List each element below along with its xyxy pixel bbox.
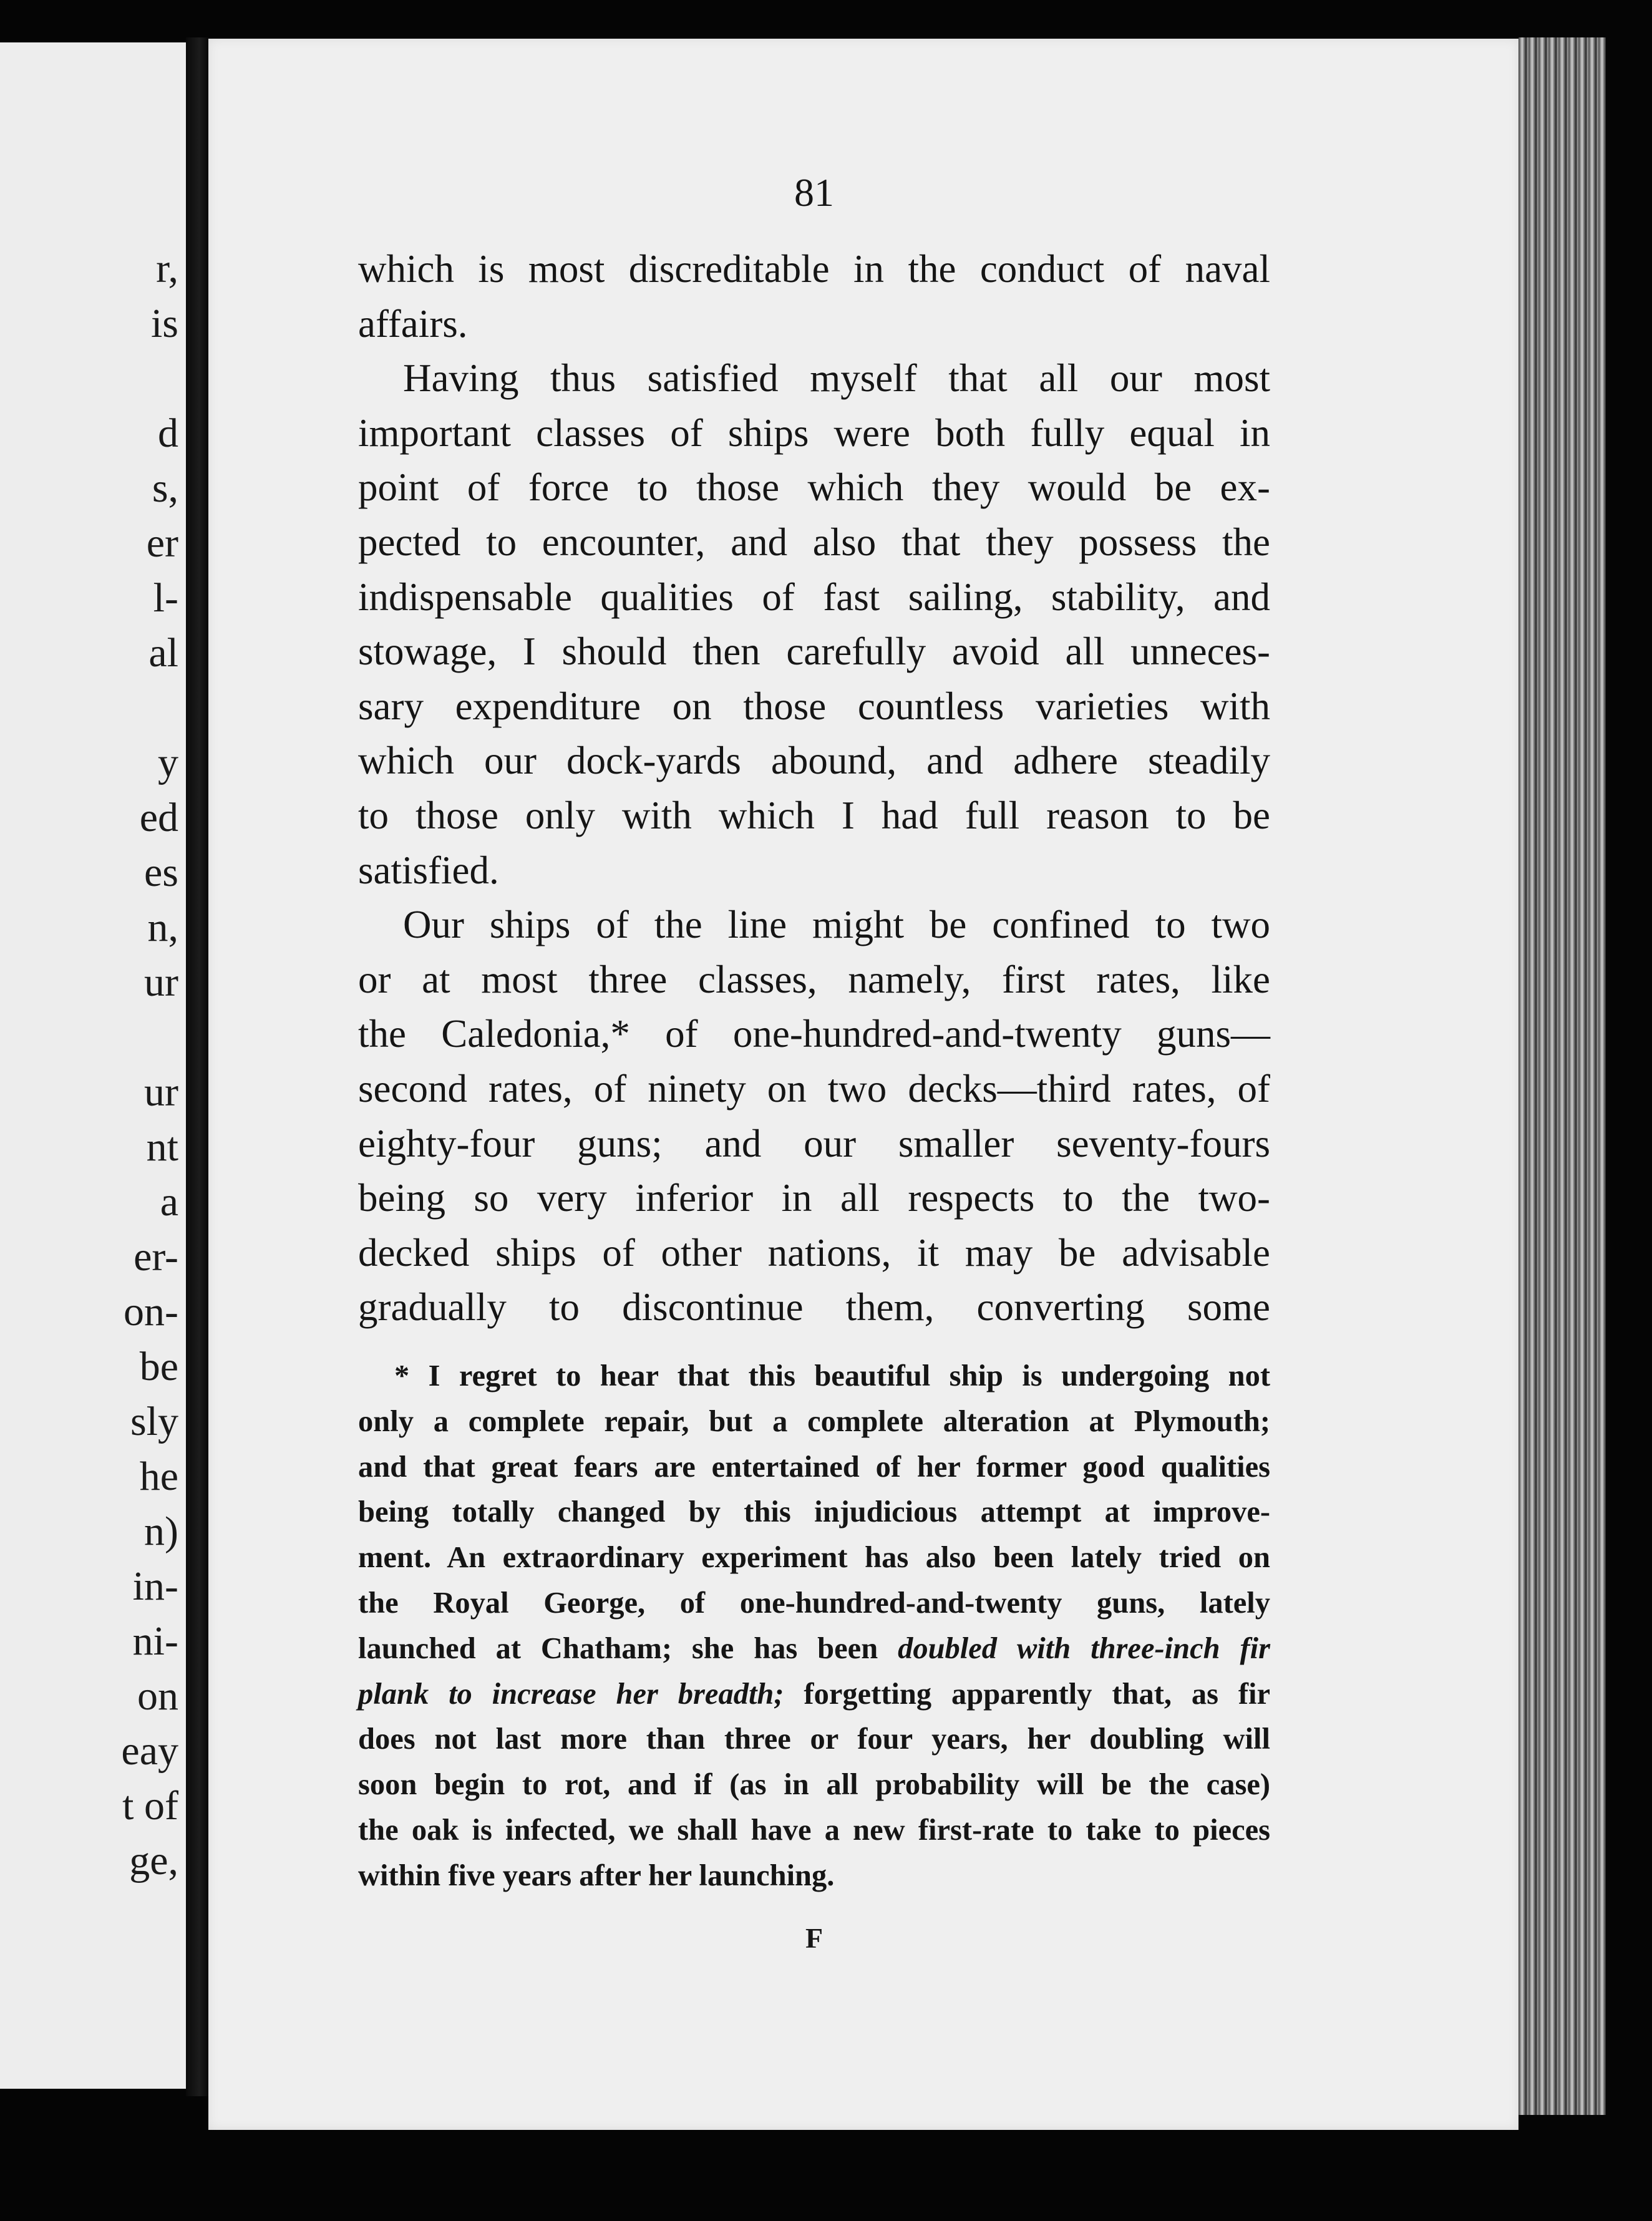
facing-fragment: ed: [139, 795, 178, 840]
footnote-line: and that great fears are entertained of her former good qualities: [358, 1450, 1270, 1484]
footnote-line: only a complete repair, but a complete alteration at Plymouth;: [358, 1404, 1270, 1438]
footnote-line: [358, 1626, 1270, 1672]
body-line: decked ships of other nations, it may be advisable: [358, 1230, 1270, 1275]
body-line: which is most discreditable in the conduct of naval: [358, 247, 1270, 291]
facing-fragment: a: [160, 1179, 178, 1225]
body-line: affairs.: [358, 301, 468, 346]
facing-fragment: ge,: [129, 1838, 178, 1883]
page-edges: [1518, 37, 1606, 2115]
facing-fragment: er-: [134, 1234, 178, 1280]
facing-fragment: es: [144, 850, 178, 895]
body-line: being so very inferior in all respects to the two-: [358, 1176, 1270, 1220]
body-line: satisfied.: [358, 848, 499, 892]
footnote-text: launched at Chatham; she has been: [358, 1631, 898, 1665]
facing-fragment: t of: [122, 1783, 178, 1829]
facing-fragment: n): [144, 1509, 178, 1554]
footnote-line: the oak is infected, we shall have a new first-rate to take to pieces: [358, 1813, 1270, 1847]
facing-fragment: al: [148, 630, 178, 676]
body-line: indispensable qualities of fast sailing, stability, and: [358, 575, 1270, 619]
body-line: important classes of ships were both fully equal in: [358, 411, 1270, 455]
facing-fragment: n,: [147, 905, 178, 950]
facing-fragment: ur: [144, 960, 178, 1005]
page-number: 81: [794, 170, 834, 215]
facing-fragment: eay: [121, 1728, 178, 1774]
facing-fragment: he: [139, 1454, 178, 1499]
facing-fragment: nt: [146, 1124, 178, 1170]
facing-page: [0, 42, 186, 2089]
body-line: sary expenditure on those countless varieties with: [358, 684, 1270, 728]
facing-fragment: s,: [152, 465, 178, 511]
body-line: or at most three classes, namely, first rates, like: [358, 957, 1270, 1001]
body-line: Having thus satisfied myself that all our most: [403, 356, 1270, 401]
body-line: which our dock-yards abound, and adhere steadily: [358, 739, 1270, 783]
signature-mark: F: [805, 1922, 824, 1954]
footnote-line: does not last more than three or four years, her doubling will: [358, 1723, 1270, 1756]
facing-fragment: on: [137, 1673, 178, 1719]
facing-fragment: er: [146, 520, 178, 566]
facing-fragment: y: [158, 740, 178, 785]
facing-fragment: in-: [132, 1563, 178, 1609]
body-line: point of force to those which they would be ex-: [358, 465, 1270, 510]
footnote-line: ment. An extraordinary experiment has also been lately tried on: [358, 1541, 1270, 1575]
facing-fragment: on-: [124, 1289, 178, 1334]
footnote-italic-text: doubled with three-inch fir: [898, 1631, 1270, 1665]
footnote-line: within five years after her launching.: [358, 1859, 835, 1892]
body-line: pected to encounter, and also that they possess the: [358, 520, 1270, 564]
footnote-line: [358, 1672, 1270, 1718]
body-line: the Caledonia,* of one-hundred-and-twenty guns—: [358, 1012, 1270, 1056]
facing-fragment: ni-: [132, 1618, 178, 1664]
footnote-line: soon begin to rot, and if (as in all probability will be the case): [358, 1768, 1270, 1802]
body-line: second rates, of ninety on two decks—third rates, of: [358, 1066, 1270, 1110]
body-line: eighty-four guns; and our smaller seventy-fours: [358, 1121, 1270, 1165]
facing-fragment: ur: [144, 1069, 178, 1115]
footnote-italic-text: plank to increase her breadth;: [358, 1677, 784, 1711]
facing-fragment: l-: [153, 575, 178, 621]
body-line: stowage, I should then carefully avoid all unneces-: [358, 629, 1270, 674]
book-gutter: [186, 37, 208, 2096]
footnote: [358, 1354, 1270, 1899]
footnote-line: being totally changed by this injudicious attempt at improve-: [358, 1495, 1270, 1529]
facing-fragment: d: [158, 411, 178, 456]
facing-fragment: be: [139, 1344, 178, 1389]
footnote-line: the Royal George, of one-hundred-and-twenty guns, lately: [358, 1586, 1270, 1620]
body-text: [358, 242, 1270, 1335]
body-line: to those only with which I had full reason to be: [358, 793, 1270, 837]
footnote-text: forgetting apparently that, as fir: [784, 1677, 1270, 1711]
body-line: gradually to discontinue them, converting some: [358, 1285, 1270, 1329]
facing-fragment: r,: [156, 246, 178, 291]
body-line: Our ships of the line might be confined to two: [403, 903, 1270, 947]
facing-fragment: is: [150, 301, 178, 346]
facing-fragment: sly: [130, 1399, 178, 1444]
footnote-line: * I regret to hear that this beautiful ship is undergoing not: [394, 1359, 1270, 1392]
